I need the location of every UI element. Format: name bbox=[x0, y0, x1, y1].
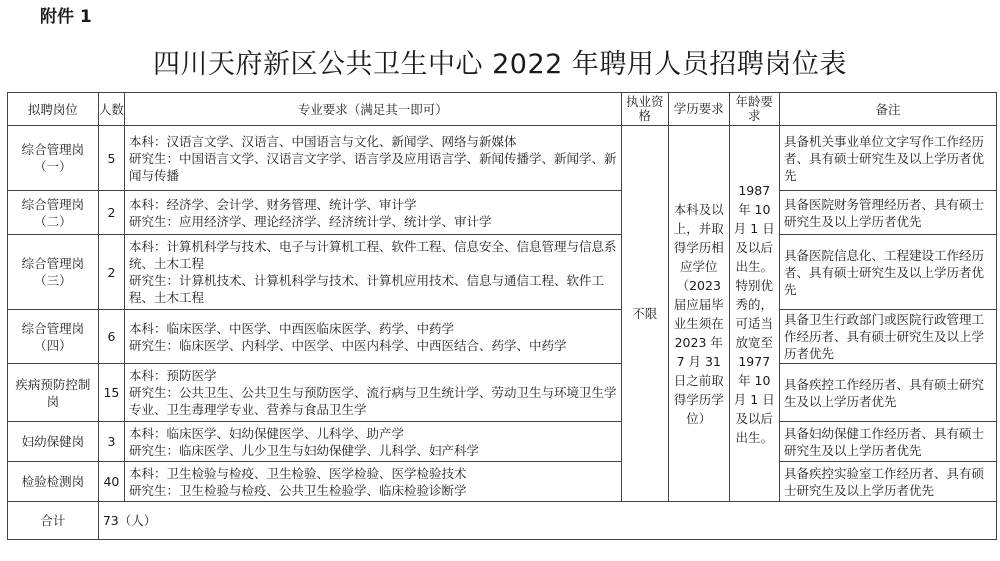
major-bachelor: 本科：卫生检验与检疫、卫生检验、医学检验、医学检验技术 bbox=[129, 465, 467, 481]
major-cell bbox=[125, 191, 622, 235]
attachment-label: 附件 1 bbox=[40, 7, 92, 27]
header-count: 人数 bbox=[98, 93, 124, 126]
remarks-cell: 具备卫生行政部门或医院行政管理工作经历者、具有硕士研究生及以上学历者优先 bbox=[779, 310, 996, 364]
count-cell: 15 bbox=[98, 364, 124, 422]
count-cell: 2 bbox=[98, 191, 124, 235]
header-major: 专业要求（满足其一即可） bbox=[125, 93, 622, 126]
major-graduate: 研究生：公共卫生、公共卫生与预防医学、流行病与卫生统计学、劳动卫生与环境卫生学专业、卫生毒理学专业、营养与食品卫生学 bbox=[129, 385, 617, 417]
total-row bbox=[8, 502, 997, 540]
major-bachelor: 本科：临床医学、妇幼保健医学、儿科学、助产学 bbox=[129, 425, 405, 441]
major-cell bbox=[125, 310, 622, 364]
header-education: 学历要求 bbox=[668, 93, 729, 126]
remarks-cell: 具备疾控工作经历者、具有硕士研究生及以上学历者优先 bbox=[779, 364, 996, 422]
education-cell: 本科及以上，并取得学历相应学位（2023 届应届毕业生须在 2023 年 7 月 31 日之前取得学历学位） bbox=[668, 126, 729, 502]
header-row bbox=[8, 93, 997, 126]
table-row bbox=[8, 310, 997, 364]
position-cell: 综合管理岗（二） bbox=[8, 191, 99, 235]
position-cell: 综合管理岗（一） bbox=[8, 126, 99, 191]
remarks-cell: 具备疾控实验室工作经历者、具有硕士研究生及以上学历者优先 bbox=[779, 462, 996, 502]
major-cell bbox=[125, 235, 622, 310]
remarks-cell: 具备医院信息化、工程建设工作经历者、具有硕士研究生及以上学历者优先 bbox=[779, 235, 996, 310]
major-bachelor: 本科：预防医学 bbox=[129, 368, 217, 383]
header-license: 执业资格 bbox=[621, 93, 668, 126]
table-row bbox=[8, 191, 997, 235]
page-title: 四川天府新区公共卫生中心 2022 年聘用人员招聘岗位表 bbox=[153, 49, 847, 80]
major-graduate: 研究生：应用经济学、理论经济学、经济统计学、统计学、审计学 bbox=[129, 213, 492, 229]
header-age: 年龄要求 bbox=[729, 93, 779, 126]
count-cell: 3 bbox=[98, 422, 124, 462]
major-graduate: 研究生：临床医学、儿少卫生与妇幼保健学、儿科学、妇产科学 bbox=[129, 442, 480, 458]
major-bachelor: 本科：临床医学、中医学、中西医临床医学、药学、中药学 bbox=[129, 320, 455, 336]
recruitment-table bbox=[7, 92, 997, 540]
table-row bbox=[8, 364, 997, 422]
major-cell bbox=[125, 462, 622, 502]
major-graduate: 研究生：卫生检验与检疫、公共卫生检验学、临床检验诊断学 bbox=[129, 482, 467, 498]
header-remarks: 备注 bbox=[779, 93, 996, 126]
major-graduate: 研究生：中国语言文学、汉语言文字学、语言学及应用语言学、新闻传播学、新闻学、新闻与传播 bbox=[129, 150, 617, 183]
table-row bbox=[8, 462, 997, 502]
remarks-cell: 具备医院财务管理经历者、具有硕士研究生及以上学历者优先 bbox=[779, 191, 996, 235]
major-bachelor: 本科：计算机科学与技术、电子与计算机工程、软件工程、信息安全、信息管理与信息系统、土木工程 bbox=[129, 239, 617, 271]
major-cell bbox=[125, 126, 622, 191]
table-row bbox=[8, 126, 997, 191]
header-position: 拟聘岗位 bbox=[8, 93, 99, 126]
count-cell: 40 bbox=[98, 462, 124, 502]
count-cell: 6 bbox=[98, 310, 124, 364]
position-cell: 综合管理岗（三） bbox=[8, 235, 99, 310]
major-graduate: 研究生：计算机技术、计算机科学与技术、计算机应用技术、信息与通信工程、软件工程、土木工程 bbox=[129, 273, 605, 305]
position-cell: 妇幼保健岗 bbox=[8, 422, 99, 462]
major-graduate: 研究生：临床医学、内科学、中医学、中医内科学、中西医结合、药学、中药学 bbox=[129, 337, 567, 353]
major-bachelor: 本科：汉语言文学、汉语言、中国语言与文化、新闻学、网络与新媒体 bbox=[129, 133, 517, 149]
count-cell: 5 bbox=[98, 126, 124, 191]
age-cell: 1987 年 10 月 1 日及以后出生。特别优秀的，可适当放宽至 1977 年 10 月 1 日及以后出生。 bbox=[729, 126, 779, 502]
count-cell: 2 bbox=[98, 235, 124, 310]
remarks-cell: 具备机关事业单位文字写作工作经历者、具有硕士研究生及以上学历者优先 bbox=[779, 126, 996, 191]
remarks-cell: 具备妇幼保健工作经历者、具有硕士研究生及以上学历者优先 bbox=[779, 422, 996, 462]
table-row bbox=[8, 235, 997, 310]
total-value: 73（人） bbox=[98, 502, 996, 540]
position-cell: 综合管理岗（四） bbox=[8, 310, 99, 364]
position-cell: 疾病预防控制岗 bbox=[8, 364, 99, 422]
major-cell bbox=[125, 364, 622, 422]
total-label: 合计 bbox=[8, 502, 99, 540]
major-cell bbox=[125, 422, 622, 462]
license-cell: 不限 bbox=[621, 126, 668, 502]
position-cell: 检验检测岗 bbox=[8, 462, 99, 502]
major-bachelor: 本科：经济学、会计学、财务管理、统计学、审计学 bbox=[129, 196, 417, 212]
table-row bbox=[8, 422, 997, 462]
